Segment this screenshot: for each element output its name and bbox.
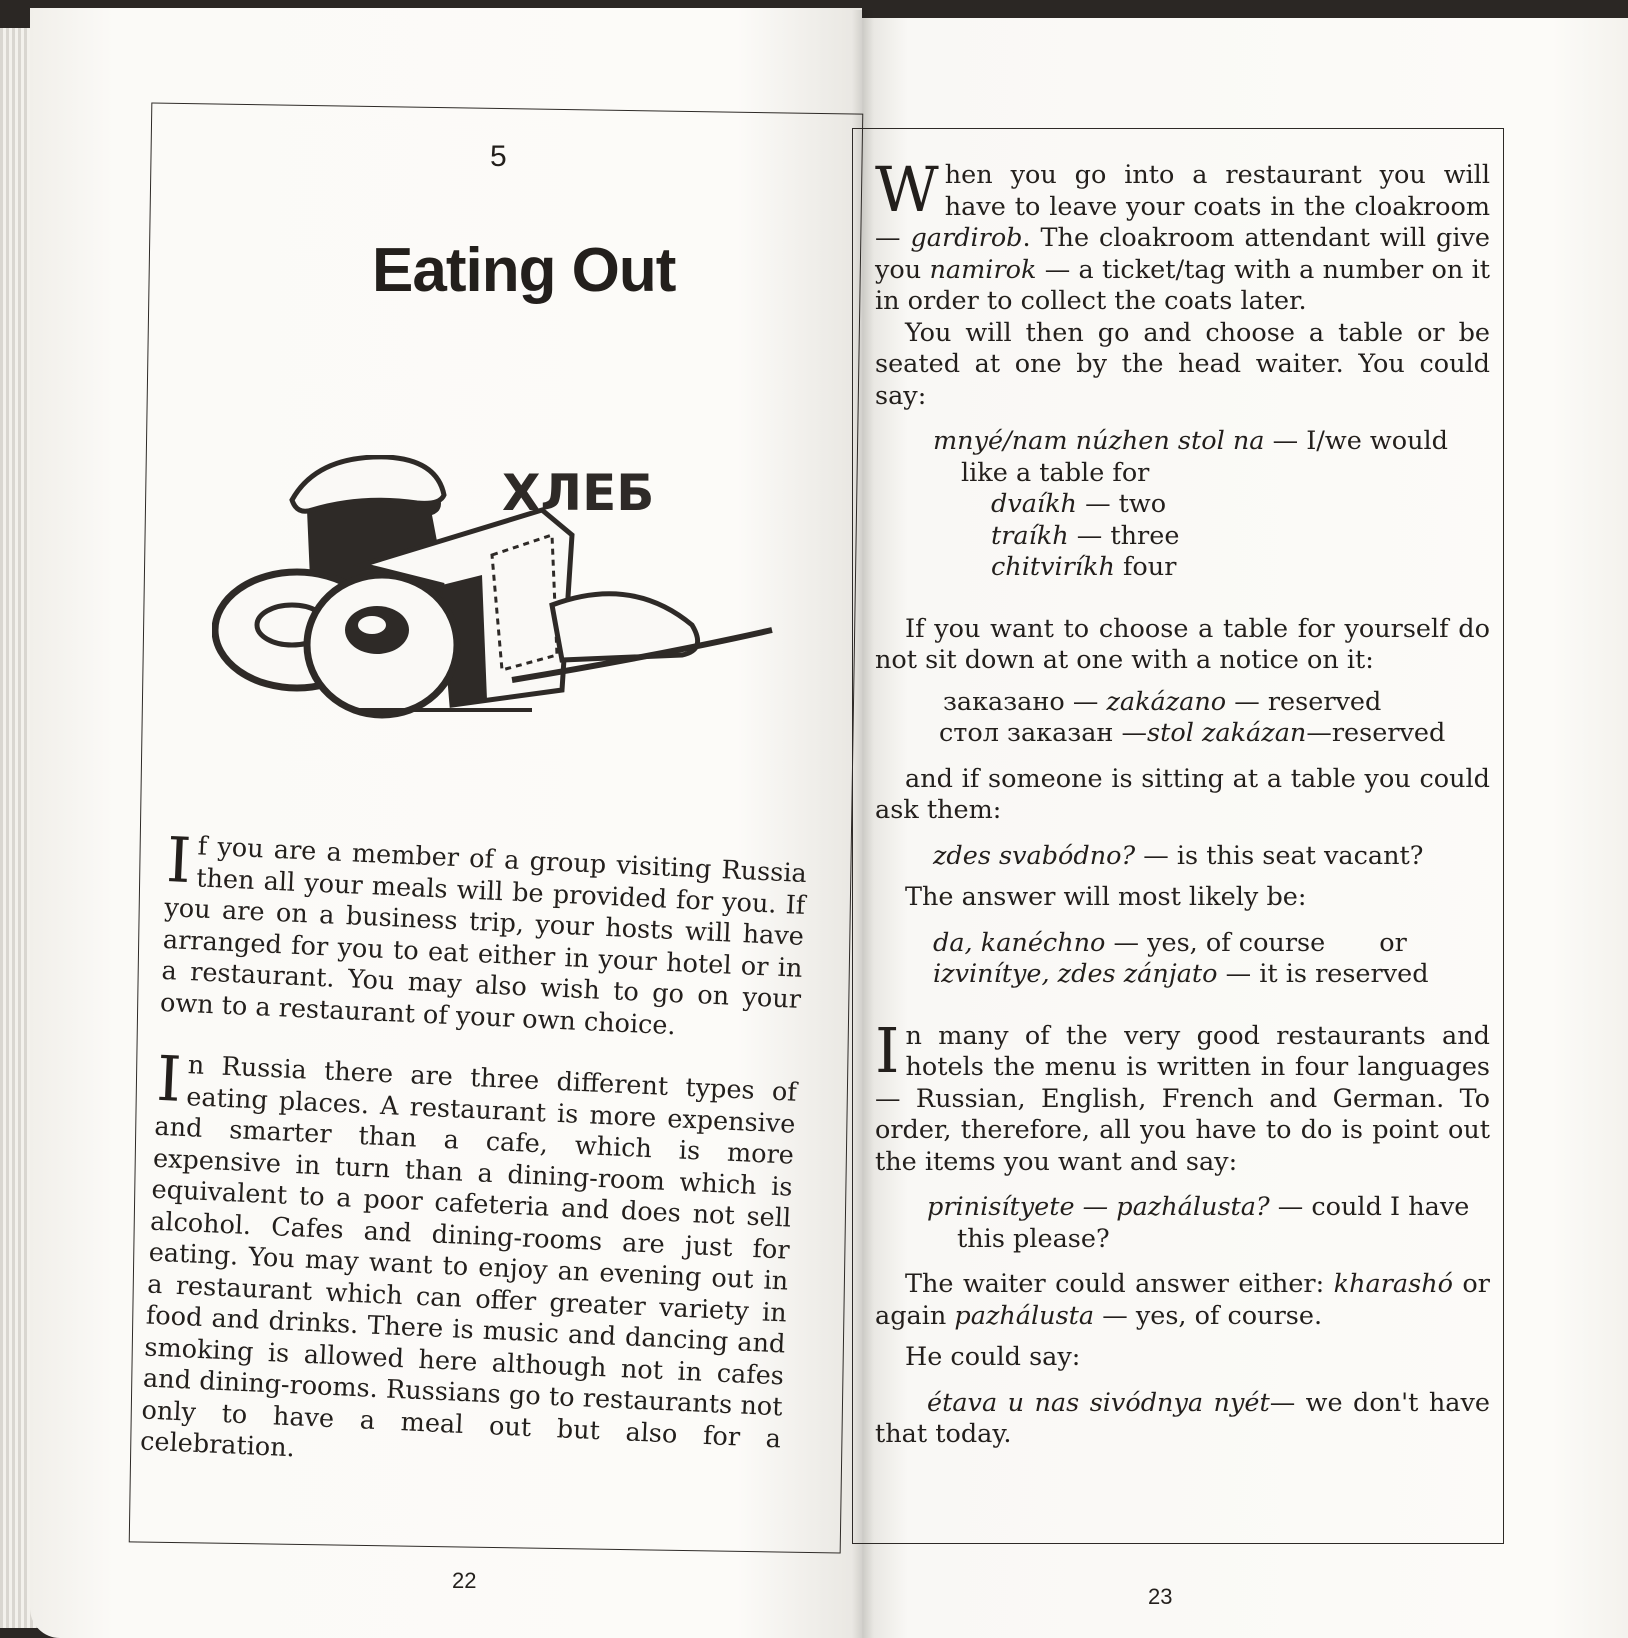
russian-term: mnyé/nam núzhen stol na	[933, 426, 1265, 456]
translation: — could I have	[1269, 1192, 1470, 1222]
chapter-title: Eating Out	[372, 236, 676, 305]
russian-term: da, kanéchno	[933, 927, 1106, 958]
russian-term: dvaíkh	[991, 489, 1077, 519]
phrase-item	[875, 552, 1490, 584]
drop-cap: W	[875, 153, 939, 226]
phrase-example	[875, 841, 1490, 873]
translation: — we don't have that today.	[875, 1387, 1490, 1449]
right-paragraph-5: The answer will most likely be:	[905, 882, 1307, 912]
left-paragraph-2	[139, 1041, 798, 1487]
phrase-example-continued: like a table for	[961, 457, 1150, 488]
russian-term: kharashó	[1333, 1269, 1453, 1299]
russian-term: prinisítyete — pazhálusta?	[927, 1192, 1270, 1222]
russian-term: chitviríkh	[991, 552, 1115, 582]
right-paragraph-4: and if someone is sitting at a table you could ask them:	[875, 763, 1490, 825]
page-number-left: 22	[452, 1568, 477, 1593]
translation: four	[1114, 552, 1177, 582]
russian-term: traíkh	[991, 520, 1069, 551]
russian-term: pazhálusta	[954, 1300, 1095, 1331]
text-run: — a ticket/tag with a number on it in order to collect the coats later.	[875, 254, 1490, 316]
phrase-example: заказано — zakázano — reserved	[943, 686, 1382, 717]
paragraph-text: f you are a member of a group visiting Russia then all your meals will be provided for you. If you are on a business trip, your hosts will have arranged for you to eat either in your hotel or in a restaurant. You may also wish to go on your own to a restaurant of your own choice.	[159, 831, 808, 1041]
russian-term: zdes svabódno?	[933, 840, 1136, 871]
translation: — I/we would	[1264, 426, 1448, 456]
translation: — is this seat vacant?	[1135, 840, 1424, 871]
right-page-text	[875, 153, 1490, 1451]
cyrillic-term: заказано	[943, 686, 1065, 717]
translation: — two	[1076, 489, 1167, 519]
russian-term: stol zakázan	[1147, 718, 1307, 748]
phrase-example	[875, 1192, 1490, 1224]
phrase-example-continued: this please?	[957, 1223, 1110, 1254]
left-paragraph-1	[159, 823, 808, 1048]
translation: — three	[1068, 520, 1180, 551]
phrase-example	[875, 426, 1490, 458]
phrase-item	[875, 489, 1490, 521]
text-run: n many of the very good restaurants and hotels the menu is written in four languages — Russian, English, French and German. To order, therefore, all you have to do is point out the items you want and say:	[875, 1020, 1490, 1177]
russian-term: zakázano	[1106, 686, 1227, 717]
right-paragraph-7	[875, 1269, 1490, 1332]
russian-term: gardirob	[910, 223, 1023, 253]
phrase-example: стол заказан —stol zakázan—reserved	[939, 718, 1446, 748]
page-number-right: 23	[1148, 1584, 1173, 1609]
phrase-example	[875, 959, 1490, 991]
cyrillic-term: стол заказан	[939, 718, 1114, 748]
text-run: — yes, of course.	[1094, 1300, 1323, 1331]
phrase-example	[875, 1388, 1490, 1451]
right-paragraph-1	[875, 153, 1490, 318]
phrase-item	[875, 521, 1490, 553]
illustration-label: ХЛЕБ	[502, 464, 655, 522]
russian-term: étava u nas sivódnya nyét	[927, 1387, 1270, 1418]
right-paragraph-8: He could say:	[905, 1342, 1081, 1372]
drop-cap: I	[155, 1041, 183, 1116]
text-run: . The cloakroom attendant will give you	[875, 223, 1490, 285]
russian-term: izvinítye, zdes zánjato	[933, 959, 1218, 989]
russian-term: namirok	[929, 254, 1037, 285]
right-paragraph-3: If you want to choose a table for yourself do not sit down at one with a notice on it:	[875, 613, 1490, 675]
translation: — reserved	[1226, 686, 1382, 717]
bread-illustration	[212, 455, 802, 740]
drop-cap: I	[165, 823, 193, 898]
text-run: or again	[875, 1269, 1490, 1331]
translation: — it is reserved	[1217, 959, 1429, 989]
chapter-number: 5	[490, 140, 507, 173]
text-run: The waiter could answer either:	[905, 1269, 1334, 1299]
translation: — yes, of course	[1105, 927, 1326, 958]
paragraph-text: n Russia there are three different types of eating places. A restaurant is more expensive and smarter than a cafe, which is more expensive in turn than a dining-room which is equivalent to a poor cafeteria and does not sell alcohol. Cafes and dining-rooms are just for eating. You may want to enjoy an evening out in a restaurant which can offer greater variety in food and drinks. There is music and dancing and smoking is allowed here although not in cafes and dining-rooms. Russians go to restaurants not only to have a meal out but also for a celebration.	[139, 1050, 798, 1464]
or-word: or	[1379, 927, 1407, 958]
left-page-text	[138, 823, 808, 1517]
phrase-example	[875, 928, 1490, 960]
text-run: hen you go into a restaurant you will have to leave your coats in the cloakroom —	[875, 160, 1490, 253]
drop-cap: I	[875, 1013, 900, 1087]
right-paragraph-2: You will then go and choose a table or be seated at one by the head waiter. You could say:	[875, 317, 1490, 411]
right-paragraph-6	[875, 1013, 1490, 1179]
translation: —reserved	[1306, 718, 1446, 748]
